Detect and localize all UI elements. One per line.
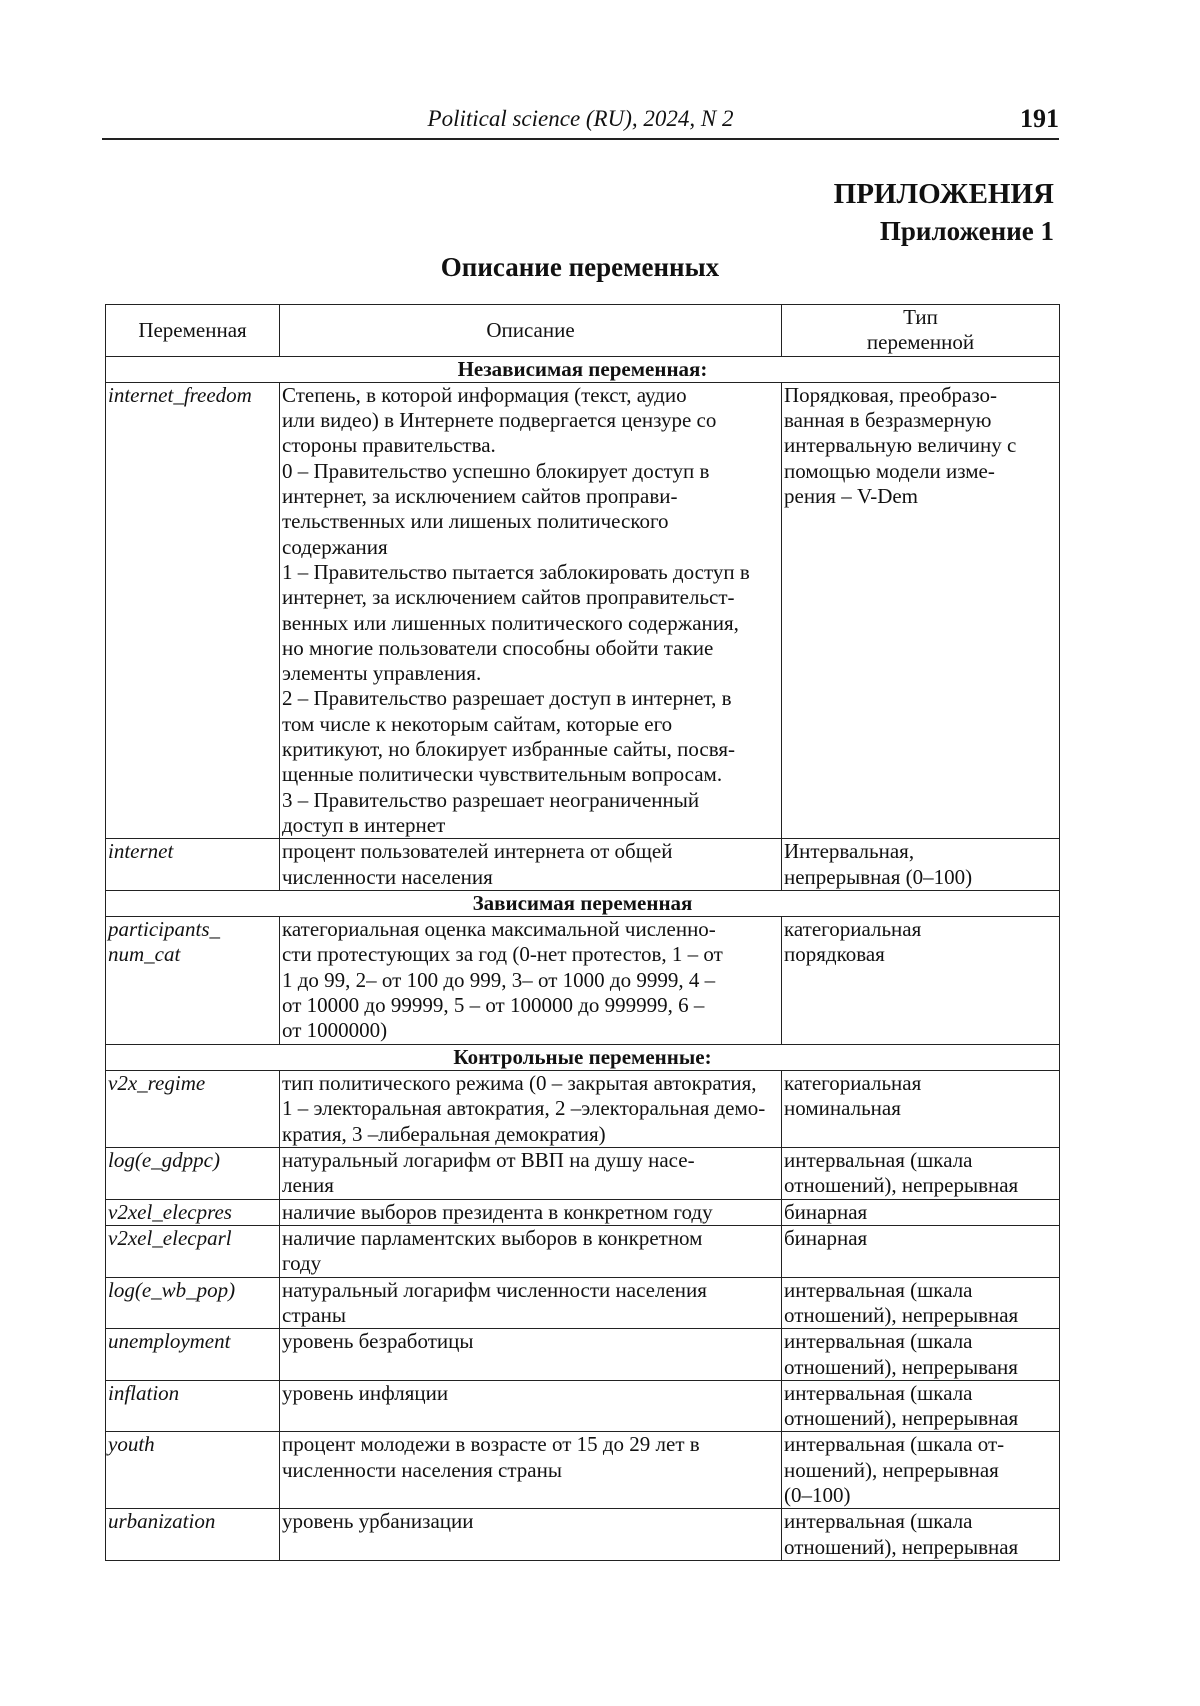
variable-description (280, 1380, 782, 1432)
variable-type-line: ванная в безразмерную (784, 408, 1057, 433)
variable-description-line: 3 – Правительство разрешает неограниченный (282, 788, 779, 813)
variable-name-line: inflation (108, 1381, 277, 1406)
variable-description (280, 917, 782, 1044)
variable-description (280, 382, 782, 838)
variable-type-line: Интервальная, (784, 839, 1057, 864)
variable-type-line: порядковая (784, 942, 1057, 967)
variable-type-line: непрерывная (0–100) (784, 865, 1057, 890)
variable-type (782, 917, 1060, 1044)
variable-name (106, 917, 280, 1044)
variable-description (280, 839, 782, 891)
variable-name-line: internet_freedom (108, 383, 277, 408)
variable-description-line: доступ в интернет (282, 813, 779, 838)
section-row (106, 1044, 1060, 1070)
variable-type-line: рения – V-Dem (784, 484, 1057, 509)
variable-type-line: категориальная (784, 917, 1057, 942)
variable-description-line: от 1000000) (282, 1018, 779, 1043)
variable-name-line: v2xel_elecpres (108, 1200, 277, 1225)
section-heading: Контрольные переменные: (106, 1044, 1060, 1070)
variables-table (105, 304, 1060, 1561)
variable-description-line: или видео) в Интернете подвергается цензуре со (282, 408, 779, 433)
variable-description-line: 1 до 99, 2– от 100 до 999, 3– от 1000 до 9999, 4 – (282, 968, 779, 993)
table-row (106, 1380, 1060, 1432)
variable-description-line: 1 – электоральная автократия, 2 –электоральная демо- (282, 1096, 779, 1121)
variable-name (106, 1380, 280, 1432)
variable-description-line: 2 – Правительство разрешает доступ в интернет, в (282, 686, 779, 711)
variable-description-line: ления (282, 1173, 779, 1198)
variable-name (106, 1277, 280, 1329)
variable-type-line: (0–100) (784, 1483, 1057, 1508)
variable-type (782, 839, 1060, 891)
variable-type-line: отношений), непрерывная (784, 1303, 1057, 1328)
table-row (106, 917, 1060, 1044)
variable-type-line: интервальная (шкала (784, 1509, 1057, 1534)
variable-description-line: том числе к некоторым сайтам, которые его (282, 712, 779, 737)
variable-type-line: интервальная (шкала (784, 1148, 1057, 1173)
variable-description-line: наличие выборов президента в конкретном году (282, 1200, 779, 1225)
column-header-line: Тип (784, 305, 1057, 330)
variable-description-line: Степень, в которой информация (текст, аудио (282, 383, 779, 408)
variable-description-line: интернет, за исключением сайтов проправи- (282, 484, 779, 509)
variable-description-line: от 10000 до 99999, 5 – от 100000 до 999999, 6 – (282, 993, 779, 1018)
variable-description-line: году (282, 1251, 779, 1276)
variable-type-line: бинарная (784, 1200, 1057, 1225)
variable-description-line: щенные политически чувствительным вопросам. (282, 762, 779, 787)
table-row (106, 1226, 1060, 1278)
variable-name-line: num_cat (108, 942, 277, 967)
variable-name-line: log(e_gdppc) (108, 1148, 277, 1173)
variable-type-line: отношений), непрерывная (784, 1173, 1057, 1198)
variable-name-line: v2xel_elecparl (108, 1226, 277, 1251)
variable-description (280, 1329, 782, 1381)
section-row (106, 890, 1060, 916)
variable-type (782, 1380, 1060, 1432)
variable-type (782, 1329, 1060, 1381)
variable-description-line: натуральный логарифм от ВВП на душу насе- (282, 1148, 779, 1173)
variable-description-line: венных или лишенных политического содержания, (282, 611, 779, 636)
table-row (106, 382, 1060, 838)
variable-description-line: стороны правительства. (282, 433, 779, 458)
variable-description-line: процент молодежи в возрасте от 15 до 29 лет в (282, 1432, 779, 1457)
variable-name-line: youth (108, 1432, 277, 1457)
journal-title: Political science (RU), 2024, N 2 (102, 106, 1059, 132)
variable-type (782, 1432, 1060, 1509)
variable-description-line: 1 – Правительство пытается заблокировать доступ в (282, 560, 779, 585)
variable-description (280, 1199, 782, 1225)
variable-type-line: категориальная (784, 1071, 1057, 1096)
variable-description-line: интернет, за исключением сайтов проправительст- (282, 585, 779, 610)
page-number: 191 (1020, 104, 1059, 134)
variable-name (106, 1226, 280, 1278)
variable-description (280, 1432, 782, 1509)
variable-type-line: отношений), непрерывная (784, 1406, 1057, 1431)
variable-description-line: категориальная оценка максимальной численно- (282, 917, 779, 942)
variable-type (782, 1226, 1060, 1278)
variable-type (782, 1277, 1060, 1329)
variable-name (106, 1329, 280, 1381)
table-row (106, 1199, 1060, 1225)
column-header-line: Переменная (108, 318, 277, 343)
appendix-heading: Приложение 1 (880, 216, 1054, 247)
variable-description-line: элементы управления. (282, 661, 779, 686)
column-header (106, 305, 280, 357)
table-row (106, 1070, 1060, 1147)
variable-description-line: наличие парламентских выборов в конкретном (282, 1226, 779, 1251)
section-heading: Зависимая переменная (106, 890, 1060, 916)
table-header-row (106, 305, 1060, 357)
variable-type-line: отношений), непрерываня (784, 1355, 1057, 1380)
variable-description-line: сти протестующих за год (0-нет протестов, 1 – от (282, 942, 779, 967)
variable-type (782, 1147, 1060, 1199)
appendices-heading: ПРИЛОЖЕНИЯ (834, 178, 1054, 211)
variable-type (782, 1070, 1060, 1147)
table-row (106, 1509, 1060, 1561)
variable-description (280, 1070, 782, 1147)
variable-description-line: тип политического режима (0 – закрытая автократия, (282, 1071, 779, 1096)
table-row (106, 1432, 1060, 1509)
variable-name-line: log(e_wb_pop) (108, 1278, 277, 1303)
table-row (106, 839, 1060, 891)
variable-description (280, 1226, 782, 1278)
variable-description-line: кратия, 3 –либеральная демократия) (282, 1122, 779, 1147)
column-header-line: переменной (784, 330, 1057, 355)
variable-name-line: unemployment (108, 1329, 277, 1354)
variable-name-line: urbanization (108, 1509, 277, 1534)
column-header (782, 305, 1060, 357)
table-row (106, 1277, 1060, 1329)
variable-description-line: страны (282, 1303, 779, 1328)
table-row (106, 1147, 1060, 1199)
section-row (106, 356, 1060, 382)
section-heading: Независимая переменная: (106, 356, 1060, 382)
variable-type-line: интервальная (шкала (784, 1278, 1057, 1303)
variable-name (106, 1199, 280, 1225)
variable-type-line: интервальная (шкала от- (784, 1432, 1057, 1457)
variable-type-line: интервальная (шкала (784, 1329, 1057, 1354)
variable-description-line: тельственных или лишеных политического (282, 509, 779, 534)
variable-description-line: натуральный логарифм численности населения (282, 1278, 779, 1303)
variable-description (280, 1147, 782, 1199)
variable-description-line: но многие пользователи способны обойти такие (282, 636, 779, 661)
variable-type-line: отношений), непрерывная (784, 1535, 1057, 1560)
variable-name-line: participants_ (108, 917, 277, 942)
variable-description-line: уровень инфляции (282, 1381, 779, 1406)
variable-name-line: v2x_regime (108, 1071, 277, 1096)
variable-description-line: численности населения страны (282, 1458, 779, 1483)
variable-name (106, 1070, 280, 1147)
variable-description-line: уровень урбанизации (282, 1509, 779, 1534)
variable-name (106, 1147, 280, 1199)
variable-name (106, 1509, 280, 1561)
variable-type-line: Порядковая, преобразо- (784, 383, 1057, 408)
variable-type-line: помощью модели изме- (784, 459, 1057, 484)
variable-type-line: интервальную величину с (784, 433, 1057, 458)
variable-description-line: критикуют, но блокирует избранные сайты, посвя- (282, 737, 779, 762)
table-row (106, 1329, 1060, 1381)
variable-type-line: интервальная (шкала (784, 1381, 1057, 1406)
variable-type (782, 382, 1060, 838)
variable-type (782, 1199, 1060, 1225)
variable-description (280, 1509, 782, 1561)
table-title: Описание переменных (0, 252, 1160, 283)
variable-name-line: internet (108, 839, 277, 864)
variable-description-line: численности населения (282, 865, 779, 890)
column-header-line: Описание (282, 318, 779, 343)
column-header (280, 305, 782, 357)
running-head (102, 104, 1059, 140)
variable-description (280, 1277, 782, 1329)
variable-name (106, 839, 280, 891)
variable-name (106, 1432, 280, 1509)
variable-name (106, 382, 280, 838)
variable-type-line: бинарная (784, 1226, 1057, 1251)
variable-description-line: процент пользователей интернета от общей (282, 839, 779, 864)
variable-description-line: 0 – Правительство успешно блокирует доступ в (282, 459, 779, 484)
variable-description-line: содержания (282, 535, 779, 560)
variable-type-line: ношений), непрерывная (784, 1458, 1057, 1483)
variable-type (782, 1509, 1060, 1561)
variable-description-line: уровень безработицы (282, 1329, 779, 1354)
variable-type-line: номинальная (784, 1096, 1057, 1121)
